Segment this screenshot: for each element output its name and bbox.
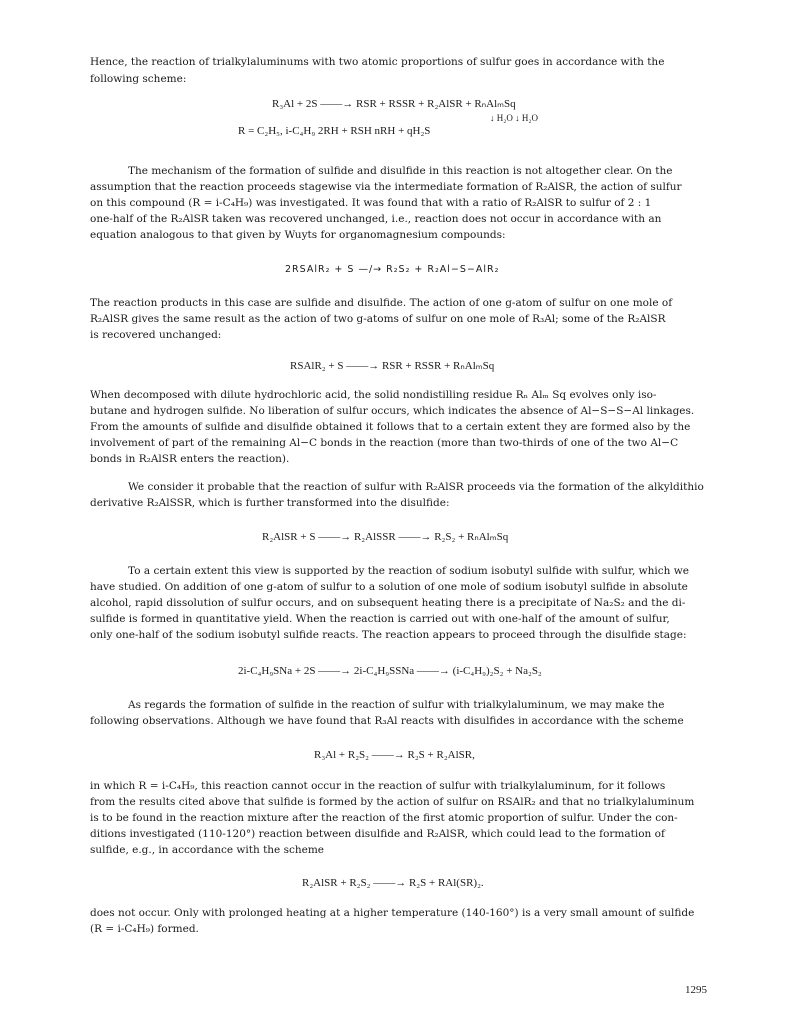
text-line: from the results cited above that sulfide is formed by the action of sulfur on RSAlR₂ and that no trialkylaluminum [90, 796, 695, 808]
text-line: sulfide, e.g., in accordance with the scheme [90, 844, 325, 856]
equation: R₂AlSR + R₂S₂ ——→ R₂S + RAl(SR)₂. [302, 877, 484, 889]
text-line: following observations. Although we have found that R₃Al reacts with disulfides in accordance with the scheme [90, 715, 684, 727]
text-line: is recovered unchanged: [90, 329, 222, 341]
text-line: As regards the formation of sulfide in the reaction of sulfur with trialkylaluminum, we may make the [128, 699, 665, 711]
text-line: alcohol, rapid dissolution of sulfur occurs, and on subsequent heating there is a precipitate of Na₂S₂ and the di- [90, 597, 686, 609]
text-line: equation analogous to that given by Wuyts for organomagnesium compounds: [90, 229, 506, 241]
text-line: assumption that the reaction proceeds stagewise via the intermediate formation of R₂AlSR, the action of sulfur [90, 181, 682, 193]
text-line: Hence, the reaction of trialkylaluminums with two atomic proportions of sulfur goes in accordance with the [90, 56, 665, 68]
text-line: R₂AlSR gives the same result as the action of two g-atoms of sulfur on one mole of R₃Al; some of the R₂AlSR [90, 313, 666, 325]
equation: 2i-C₄H₉SNa + 2S ——→ 2i-C₄H₉SSNa ——→ (i-C₄H₉)₂S₂ + Na₂S₂ [238, 665, 542, 677]
equation: RSAlR₂ + S ——→ RSR + RSSR + RₙAlₘSq [290, 360, 495, 372]
text-line: one-half of the R₂AlSR taken was recovered unchanged, i.e., reaction does not occur in accordance with an [90, 213, 662, 225]
text-line: sulfide is formed in quantitative yield. When the reaction is carried out with one-half of the amount of sulfur, [90, 613, 670, 625]
text-line: From the amounts of sulfide and disulfide obtained it follows that to a certain extent they are formed also by the [90, 421, 691, 433]
text-line: have studied. On addition of one g-atom of sulfur to a solution of one mole of sodium isobutyl sulfide in absolute [90, 581, 688, 593]
equation: R₃Al + R₂S₂ ——→ R₂S + R₂AlSR, [314, 749, 475, 761]
text-line: does not occur. Only with prolonged heating at a higher temperature (140-160°) is a very small amount of sulfide [90, 907, 695, 919]
equation: 2RSAlR₂ + S —/→ R₂S₂ + R₂Al−S−AlR₂ [285, 264, 500, 275]
text-line: The reaction products in this case are sulfide and disulfide. The action of one g-atom of sulfur on one mole of [90, 297, 673, 309]
text-line: ditions investigated (110-120°) reaction between disulfide and R₂AlSR, which could lead to the formation of [90, 828, 665, 840]
text-line: in which R = i-C₄H₉, this reaction cannot occur in the reaction of sulfur with trialkylaluminum, for it follows [90, 780, 666, 792]
text-line: We consider it probable that the reaction of sulfur with R₂AlSR proceeds via the formation of the alkyldithio [128, 481, 704, 493]
text-line: bonds in R₂AlSR enters the reaction). [90, 453, 290, 465]
text-line: butane and hydrogen sulfide. No liberation of sulfur occurs, which indicates the absence of Al−S−S−Al linkages. [90, 405, 695, 417]
page-number: 1295 [685, 984, 707, 996]
equation: R₃Al + 2S ——→ RSR + RSSR + R₂AlSR + RₙAlₘSq [272, 98, 516, 110]
text-line: The mechanism of the formation of sulfide and disulfide in this reaction is not altogether clear. On the [128, 165, 673, 177]
text-line: When decomposed with dilute hydrochloric acid, the solid nondistilling residue Rₙ Alₘ Sq evolves only iso- [90, 389, 657, 401]
text-line: on this compound (R = i-C₄H₉) was investigated. It was found that with a ratio of R₂AlSR to sulfur of 2 : 1 [90, 197, 652, 209]
equation: R = C₂H₅, i-C₄H₉ 2RH + RSH nRH + qH₂S [238, 125, 431, 137]
text-line: To a certain extent this view is supported by the reaction of sodium isobutyl sulfide with sulfur, which we [128, 565, 689, 577]
text-line: only one-half of the sodium isobutyl sulfide reacts. The reaction appears to proceed through the disulfide stage: [90, 629, 687, 641]
text-line: is to be found in the reaction mixture after the reaction of the first atomic proportion of sulfur. Under the con- [90, 812, 678, 824]
text-line: following scheme: [90, 73, 187, 85]
text-line: (R = i-C₄H₉) formed. [90, 923, 199, 935]
text-line: derivative R₂AlSSR, which is further transformed into the disulfide: [90, 497, 450, 509]
text-line: involvement of part of the remaining Al−C bonds in the reaction (more than two-thirds of one of the two Al−C [90, 437, 679, 449]
equation: R₂AlSR + S ——→ R₂AlSSR ——→ R₂S₂ + RₙAlₘSq [262, 531, 509, 543]
equation-annotation: ↓ H₂O ↓ H₂O [490, 113, 539, 123]
